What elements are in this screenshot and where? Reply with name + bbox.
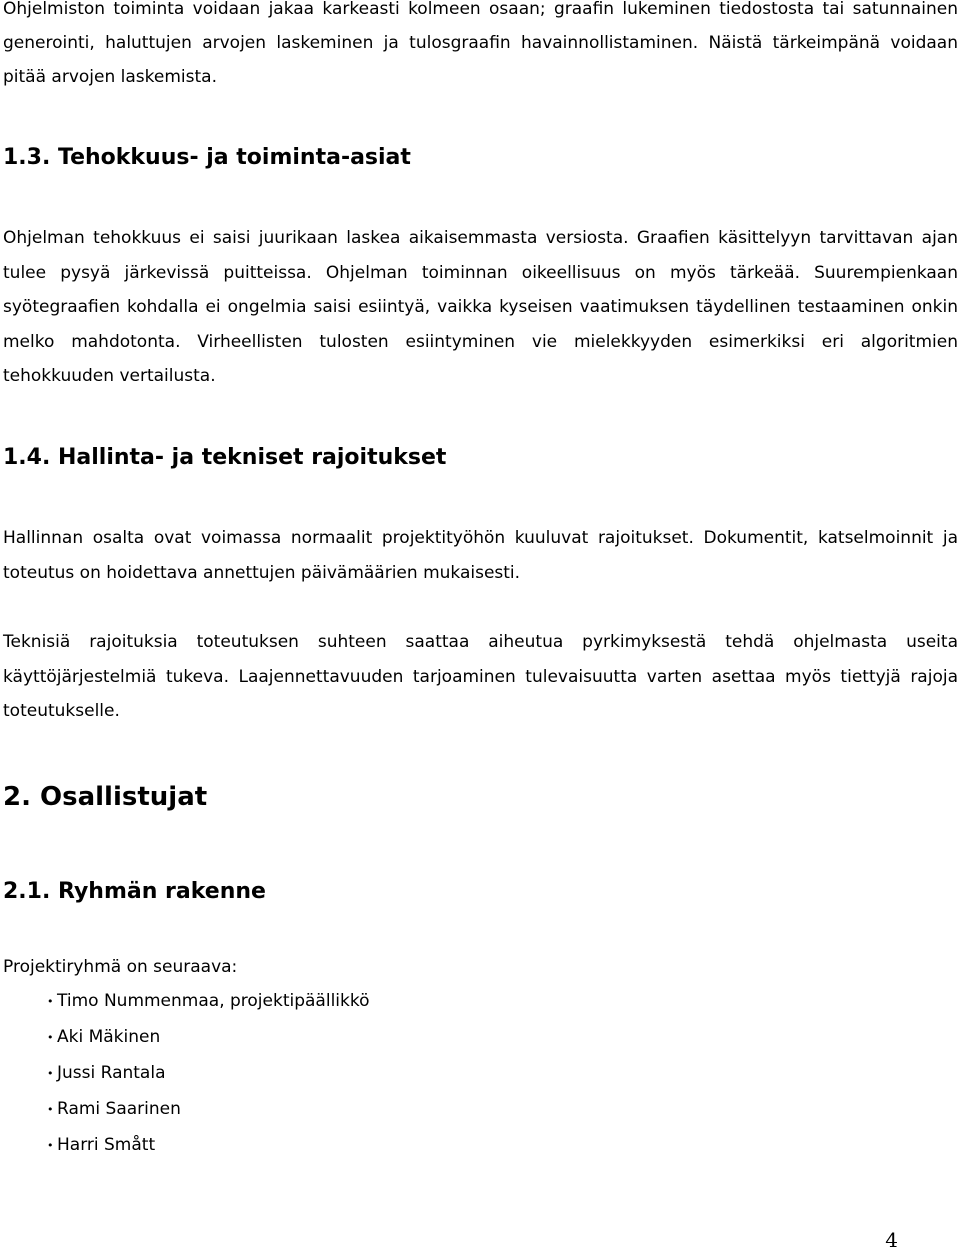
intro-paragraph: Ohjelmiston toiminta voidaan jakaa karkeasti kolmeen osaan; graafin lukeminen tiedostosta tai satunnainen generointi, haluttujen arvojen laskeminen ja tulosgraafin havainnollistaminen. Näistä tärkeimpänä voidaan pitää arvojen laskemista.: [3, 0, 958, 87]
list-item: [47, 1091, 370, 1127]
bullet-icon: •: [47, 1031, 54, 1044]
list-item: [47, 1019, 370, 1055]
section-heading-2: 2. Osallistujat: [3, 782, 208, 812]
page-number: 4: [885, 1228, 898, 1252]
team-member-list: [47, 983, 370, 1163]
bullet-icon: •: [47, 1103, 54, 1116]
section-heading-1-3: 1.3. Tehokkuus- ja toiminta-asiat: [3, 145, 411, 170]
bullet-icon: •: [47, 1139, 54, 1152]
team-member-name: Jussi Rantala: [57, 1063, 166, 1083]
team-member-name: Rami Saarinen: [57, 1099, 181, 1119]
section-1-4-paragraph-1: Hallinnan osalta ovat voimassa normaalit projektityöhön kuuluvat rajoitukset. Dokumentit, katselmoinnit ja toteutus on hoidettava annettujen päivämäärien mukaisesti.: [3, 528, 958, 583]
section-heading-2-1: 2.1. Ryhmän rakenne: [3, 879, 266, 904]
team-member-name: Aki Mäkinen: [57, 1027, 161, 1047]
list-item: [47, 1055, 370, 1091]
section-1-4-paragraph-2: Teknisiä rajoituksia toteutuksen suhteen saattaa aiheutua pyrkimyksestä tehdä ohjelmasta useita käyttöjärjestelmiä tukeva. Laajennettavuuden tarjoaminen tulevaisuutta varten asettaa myös tiettyjä rajoja toteutukselle.: [3, 632, 958, 721]
section-heading-1-4: 1.4. Hallinta- ja tekniset rajoitukset: [3, 445, 447, 470]
list-item: [47, 983, 370, 1019]
bullet-icon: •: [47, 1067, 54, 1080]
section-1-3-paragraph: Ohjelman tehokkuus ei saisi juurikaan laskea aikaisemmasta versiosta. Graafien käsittelyyn tarvittavan ajan tulee pysyä järkevissä puitteissa. Ohjelman toiminnan oikeellisuus on myös tärkeää. Suurempienkaan syötegraafien kohdalla ei ongelmia saisi esiintyä, vaikka kyseisen vaatimuksen täydellinen testaaminen onkin melko mahdotonta. Virheellisten tulosten esiintyminen vie mielekkyyden esimerkiksi eri algoritmien tehokkuuden vertailusta.: [3, 228, 958, 386]
bullet-icon: •: [47, 995, 54, 1008]
team-intro: Projektiryhmä on seuraava:: [3, 957, 238, 977]
list-item: [47, 1127, 370, 1163]
team-member-name: Harri Smått: [57, 1135, 156, 1155]
team-member-name: Timo Nummenmaa, projektipäällikkö: [57, 991, 370, 1011]
